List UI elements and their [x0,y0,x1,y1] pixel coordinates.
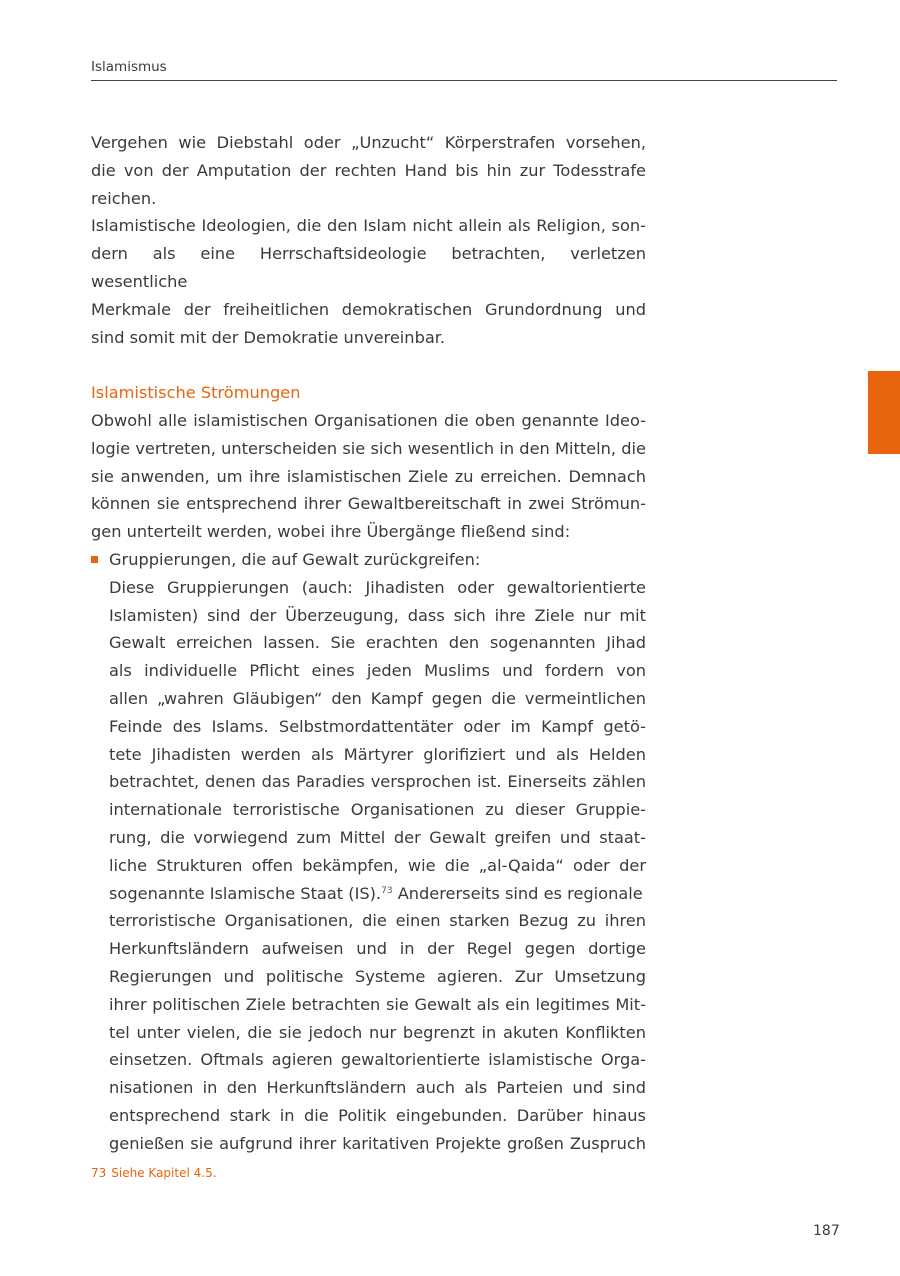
text-line: können sie entsprechend ihrer Gewaltbereitschaft in zwei Strömun- [91,494,646,514]
text-line: tel unter vielen, die sie jedoch nur begrenzt in akuten Konflikten [109,1022,646,1042]
text-line: Islamistische Ideologien, die den Islam nicht allein als Religion, son- [91,216,646,236]
text-line: Obwohl alle islamistischen Organisationen die oben genannte Ideo- [91,410,646,430]
text-line: als individuelle Pflicht eines jeden Muslims und fordern von [109,661,646,681]
text-line: Gewalt erreichen lassen. Sie erachten den sogenannten Jihad [109,633,646,653]
text-line: Herkunftsländern aufweisen und in der Regel gegen dortige [109,939,646,959]
text-segment: sogenannte Islamische Staat (IS). [109,883,382,903]
text-line: Feinde des Islams. Selbstmordattentäter oder im Kampf getö- [109,716,646,736]
chapter-tab-marker [868,371,900,454]
text-line: reichen. [91,188,157,208]
footnote-text: Siehe Kapitel 4.5. [111,1166,217,1180]
text-line: Islamisten) sind der Überzeugung, dass sich ihre Ziele nur mit [109,605,646,625]
page-number: 187 [813,1223,840,1239]
text-line: internationale terroristische Organisationen zu dieser Gruppie- [109,800,646,820]
text-line: entsprechend stark in die Politik eingebunden. Darüber hinaus [109,1105,646,1125]
ideology-paragraph [91,212,646,351]
main-text [91,129,646,1157]
text-segment: Andererseits sind es regionale [392,883,643,903]
bullet-square-icon [91,556,98,563]
text-line: allen „wahren Gläubigen“ den Kampf gegen die vermeintlichen [109,688,646,708]
intro-paragraph [91,129,646,212]
text-line: die von der Amputation der rechten Hand bis hin zur Todesstrafe [91,160,646,180]
text-line: sie anwenden, um ihre islamistischen Ziele zu erreichen. Demnach [91,466,646,486]
bullet-title: Gruppierungen, die auf Gewalt zurückgreifen: [109,549,481,569]
currents-paragraph [91,407,646,546]
text-line: ihrer politischen Ziele betrachten sie Gewalt als ein legitimes Mit- [109,994,646,1014]
section-heading: Islamistische Strömungen [91,383,301,403]
text-line: einsetzen. Oftmals agieren gewaltorientierte islamistische Orga- [109,1050,646,1070]
text-line: terroristische Organisationen, die einen starken Bezug zu ihren [109,911,646,931]
text-line: gen unterteilt werden, wobei ihre Übergänge fließend sind: [91,522,571,542]
text-line: betrachtet, denen das Paradies versprochen ist. Einerseits zählen [109,772,646,792]
text-line: genießen sie aufgrund ihrer karitativen Projekte großen Zuspruch [109,1133,646,1153]
text-line: Diese Gruppierungen (auch: Jihadisten oder gewaltorientierte [109,577,646,597]
running-head-title: Islamismus [91,59,167,75]
header-rule [91,80,837,81]
text-line-with-footnote [109,880,646,908]
text-line: logie vertreten, unterscheiden sie sich wesentlich in den Mitteln, die [91,438,646,458]
footnote-number: 73 [91,1166,107,1180]
text-line: dern als eine Herrschaftsideologie betrachten, verletzen wesentliche [91,244,646,291]
text-line: rung, die vorwiegend zum Mittel der Gewalt greifen und staat- [109,827,646,847]
text-line: nisationen in den Herkunftsländern auch als Parteien und sind [109,1078,646,1098]
footnote-reference: 73 [381,885,393,896]
bullet-list-item [91,546,646,1158]
footnote [91,1166,217,1180]
text-line: Regierungen und politische Systeme agieren. Zur Umsetzung [109,966,646,986]
text-line: Merkmale der freiheitlichen demokratischen Grundordnung und [91,299,646,319]
text-line: tete Jihadisten werden als Märtyrer glorifiziert und als Helden [109,744,646,764]
text-line: Vergehen wie Diebstahl oder „Unzucht“ Körperstrafen vorsehen, [91,133,646,152]
text-line: sind somit mit der Demokratie unvereinbar. [91,327,446,347]
text-line: liche Strukturen offen bekämpfen, wie die „al-Qaida“ oder der [109,855,646,875]
